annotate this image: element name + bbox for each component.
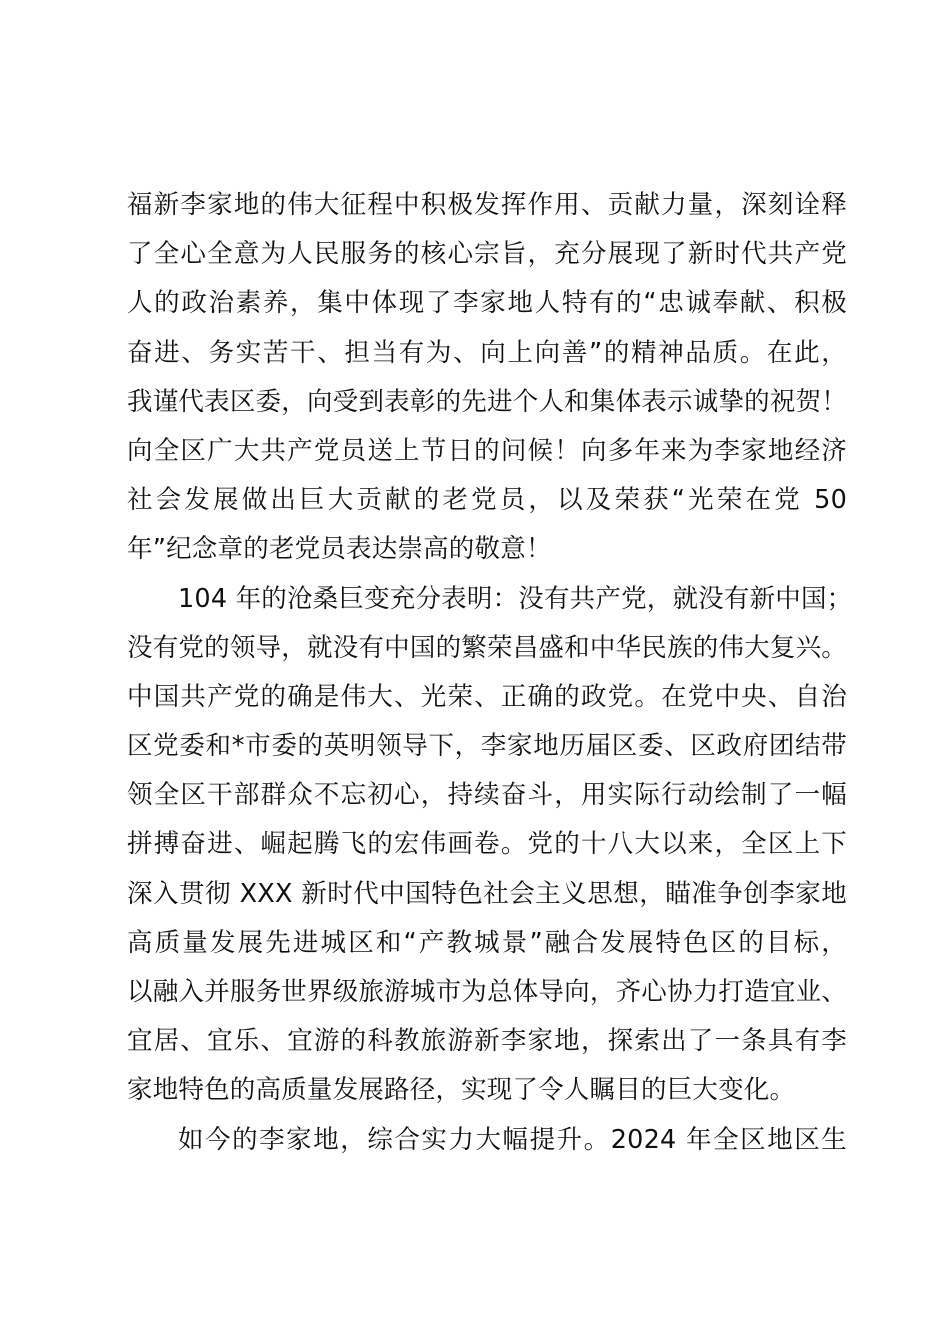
text-line-20: 如今的李家地，综合实力大幅提升。2024 年全区地区生	[178, 1124, 847, 1155]
text-line-1: 福新李家地的伟大征程中积极发挥作用、贡献力量，深刻诠释	[127, 190, 847, 220]
text-line-7: 社会发展做出巨大贡献的老党员，以及荣获“光荣在党 50	[127, 485, 847, 516]
text-line-13: 领全区干部群众不忘初心，持续奋斗，用实际行动绘制了一幅	[127, 780, 847, 811]
text-line-14: 拼搏奋进、崛起腾飞的宏伟画卷。党的十八大以来，全区上下	[127, 829, 847, 860]
text-line-2: 了全心全意为人民服务的核心宗旨，充分展现了新时代共产党	[127, 239, 847, 270]
text-line-16: 高质量发展先进城区和“产教城景”融合发展特色区的目标，	[127, 927, 847, 958]
text-line-19: 家地特色的高质量发展路径，实现了令人瞩目的巨大变化。	[127, 1075, 796, 1106]
text-line-11: 中国共产党的确是伟大、光荣、正确的政党。在党中央、自治	[127, 681, 847, 712]
text-line-4: 奋进、务实苦干、担当有为、向上向善”的精神品质。在此，	[127, 337, 847, 368]
text-line-5: 我谨代表区委，向受到表彰的先进个人和集体表示诚挚的祝贺！	[127, 386, 847, 417]
text-line-6: 向全区广大共产党员送上节日的问候！向多年来为李家地经济	[127, 435, 847, 466]
text-line-8: 年”纪念章的老党员表达崇高的敬意！	[127, 534, 552, 565]
body-text	[127, 181, 853, 1165]
text-line-12: 区党委和*市委的英明领导下，李家地历届区委、区政府团结带	[127, 731, 847, 762]
text-line-9: 104 年的沧桑巨变充分表明：没有共产党，就没有新中国；	[178, 583, 853, 614]
text-line-15: 深入贯彻 XXX 新时代中国特色社会主义思想，瞄准争创李家地	[127, 878, 847, 909]
text-line-10: 没有党的领导，就没有中国的繁荣昌盛和中华民族的伟大复兴。	[127, 632, 847, 663]
text-line-17: 以融入并服务世界级旅游城市为总体导向，齐心协力打造宜业、	[127, 977, 847, 1007]
text-line-3: 人的政治素养，集中体现了李家地人特有的“忠诚奉献、积极	[127, 288, 847, 319]
text-line-18: 宜居、宜乐、宜游的科教旅游新李家地，探索出了一条具有李	[127, 1026, 847, 1057]
